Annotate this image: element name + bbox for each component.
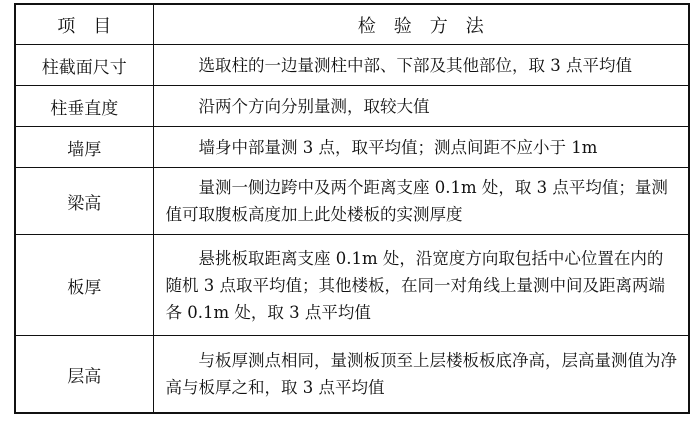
header-method: 检 验 方 法 — [153, 4, 689, 45]
table-row — [15, 86, 689, 127]
table-header-row — [15, 4, 689, 45]
inspection-methods-table — [14, 3, 690, 414]
row-item: 墙厚 — [15, 127, 153, 168]
row-method: 量测一侧边跨中及两个距离支座 0.1m 处，取 3 点平均值；量测值可取腹板高度加上此处楼板的实测厚度 — [153, 168, 689, 235]
header-item: 项 目 — [15, 4, 153, 45]
row-item: 梁高 — [15, 168, 153, 235]
row-item: 板厚 — [15, 235, 153, 336]
row-item: 柱垂直度 — [15, 86, 153, 127]
row-method: 墙身中部量测 3 点，取平均值；测点间距不应小于 1m — [153, 127, 689, 168]
row-method: 沿两个方向分别量测，取较大值 — [153, 86, 689, 127]
row-method: 选取柱的一边量测柱中部、下部及其他部位，取 3 点平均值 — [153, 45, 689, 86]
table-row — [15, 45, 689, 86]
row-method: 悬挑板取距离支座 0.1m 处，沿宽度方向取包括中心位置在内的随机 3 点取平均值；其他楼板，在同一对角线上量测中间及距离两端各 0.1m 处，取 3 点平均值 — [153, 235, 689, 336]
table-row — [15, 168, 689, 235]
row-item: 柱截面尺寸 — [15, 45, 153, 86]
row-method: 与板厚测点相同，量测板顶至上层楼板板底净高，层高量测值为净高与板厚之和，取 3 点平均值 — [153, 336, 689, 414]
table-row — [15, 336, 689, 414]
table-row — [15, 127, 689, 168]
row-item: 层高 — [15, 336, 153, 414]
table-row — [15, 235, 689, 336]
